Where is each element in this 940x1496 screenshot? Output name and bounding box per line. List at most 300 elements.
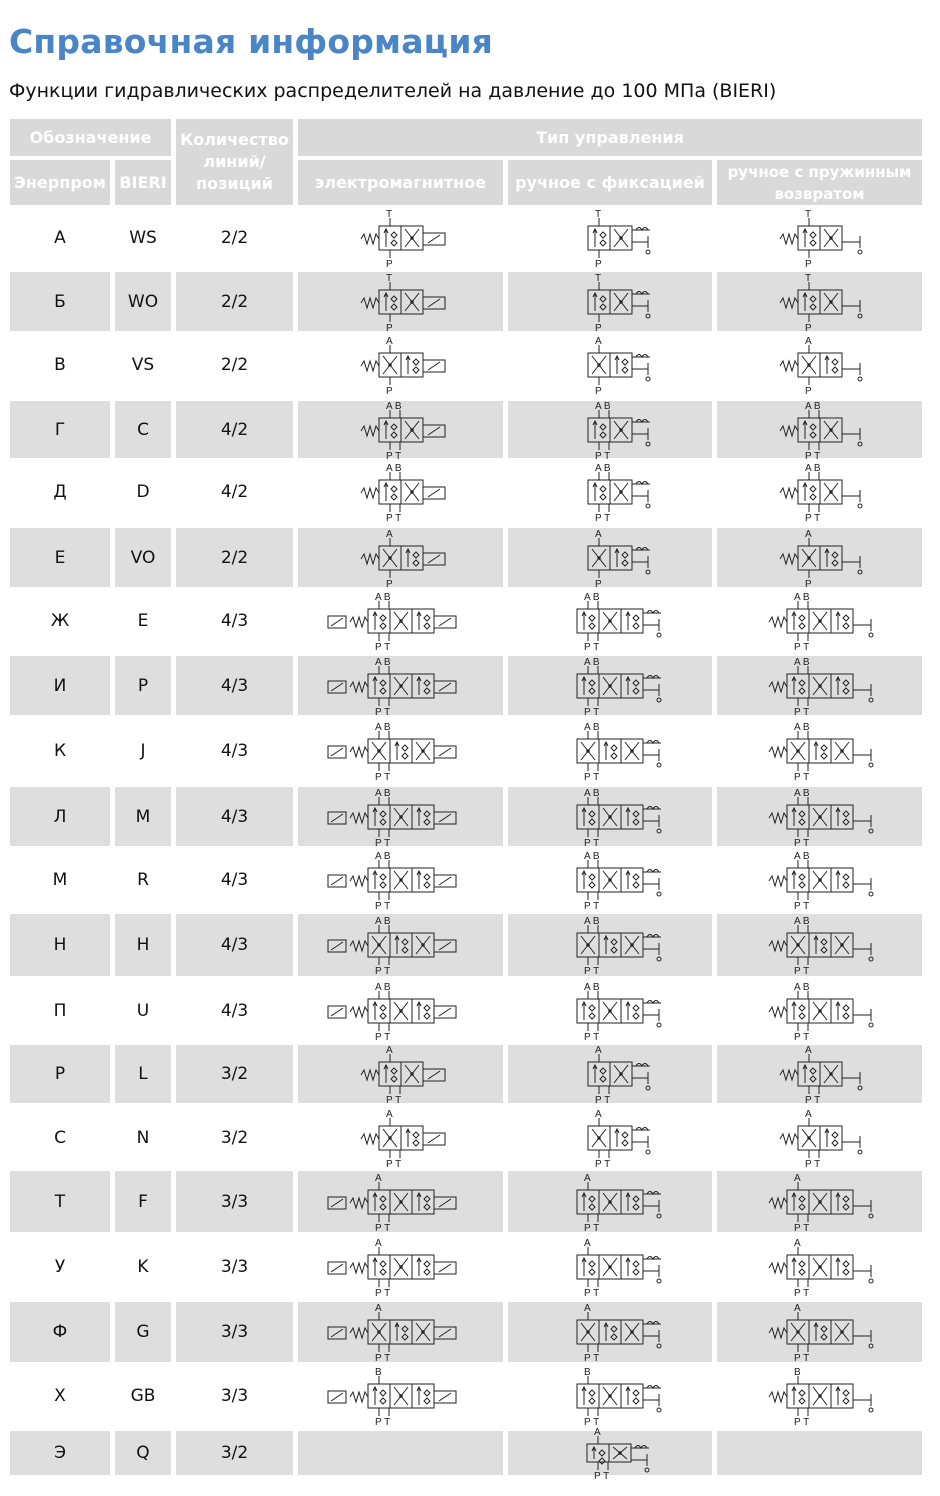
svg-text:P T: P T (804, 1095, 820, 1103)
svg-text:A B: A B (595, 463, 611, 474)
cell-symbol-em (298, 914, 503, 976)
table-row (10, 401, 922, 458)
cell-symbol-ms (717, 1171, 922, 1232)
cell-symbol-em (298, 591, 503, 651)
svg-text:A B: A B (584, 721, 600, 733)
valve-symbol-icon (745, 1367, 895, 1425)
valve-symbol-icon (535, 1424, 685, 1482)
cell-enerprom: П (53, 1001, 67, 1021)
valve-symbol-icon (535, 463, 685, 521)
svg-text:P T: P T (595, 450, 611, 459)
svg-text:T: T (804, 272, 811, 284)
svg-text:A B: A B (374, 592, 391, 603)
svg-text:P T: P T (584, 1353, 600, 1361)
cell-symbol-ms (717, 462, 922, 522)
cell-enerprom: Т (10, 1171, 110, 1232)
svg-text:P T: P T (793, 1353, 809, 1361)
cell-lp: 4/2 (176, 401, 293, 458)
valve-symbol-icon (535, 401, 685, 459)
table-row (10, 1109, 922, 1166)
table-row (10, 914, 922, 976)
svg-text:P T: P T (804, 1158, 820, 1167)
cell-symbol-md (508, 462, 712, 522)
valve-symbol-icon (326, 529, 476, 587)
svg-text:A: A (385, 336, 393, 347)
svg-text:A B: A B (374, 982, 391, 993)
cell-symbol-em (298, 1171, 503, 1232)
cell-symbol-ms (717, 335, 922, 395)
cell-symbol-ms (717, 528, 922, 587)
cell-bieri: E (137, 611, 149, 631)
svg-text:P T: P T (584, 837, 600, 846)
cell-symbol-ms (717, 720, 922, 781)
cell-enerprom: В (54, 355, 66, 375)
svg-text:A B: A B (374, 851, 391, 862)
cell-lp: 4/3 (220, 1001, 249, 1021)
svg-text:P: P (385, 578, 393, 587)
cell-symbol-ms (717, 1109, 922, 1166)
svg-text:P T: P T (374, 1288, 390, 1296)
svg-text:A B: A B (793, 656, 810, 668)
cell-lp: 4/2 (220, 482, 249, 502)
table-row (10, 850, 922, 910)
svg-text:P: P (385, 386, 393, 394)
svg-text:A B: A B (385, 400, 402, 412)
svg-text:P T: P T (793, 966, 809, 974)
svg-text:A: A (793, 1238, 801, 1249)
svg-text:P T: P T (374, 1417, 390, 1425)
cell-bieri: WO (115, 272, 171, 331)
header-control-type: Тип управления (298, 119, 922, 156)
cell-symbol-md (508, 656, 712, 715)
valve-symbol-icon (326, 1109, 476, 1167)
svg-text:P T: P T (595, 1158, 611, 1167)
svg-text:A: A (804, 1045, 812, 1056)
cell-symbol-md (508, 1109, 712, 1166)
svg-text:A: A (385, 1108, 393, 1120)
cell-symbol-md (508, 272, 712, 331)
svg-text:P T: P T (584, 642, 600, 650)
svg-text:P T: P T (385, 1158, 401, 1167)
valve-symbol-icon (745, 1238, 895, 1296)
header-bieri: BIERI (115, 160, 171, 205)
cell-symbol-em (298, 209, 503, 267)
svg-text:P T: P T (374, 837, 390, 846)
table-row (10, 1427, 922, 1482)
valve-symbol-icon (745, 1303, 895, 1361)
cell-symbol-ms (717, 981, 922, 1041)
cell-symbol-md (508, 850, 712, 910)
table-row (10, 1366, 922, 1426)
cell-symbol-ms (717, 914, 922, 976)
cell-symbol-ms (717, 787, 922, 846)
cell-symbol-md (508, 528, 712, 587)
cell-bieri: G (115, 1302, 171, 1362)
cell-enerprom: К (53, 740, 67, 761)
valve-symbol-icon (535, 1238, 685, 1296)
cell-symbol-em (298, 272, 503, 331)
cell-symbol-em (298, 981, 503, 1041)
cell-bieri: P (115, 656, 171, 715)
valve-symbol-icon (745, 851, 895, 909)
cell-lp: 4/3 (220, 740, 249, 761)
page-subtitle: Функции гидравлических распределителей на давление до 100 МПа (BIERI) (9, 80, 777, 102)
valve-symbol-icon (326, 592, 476, 650)
valve-symbol-icon (745, 273, 895, 331)
cell-bieri: H (115, 914, 171, 976)
svg-text:A B: A B (374, 656, 391, 668)
svg-text:T: T (595, 272, 602, 284)
svg-text:P T: P T (374, 966, 390, 974)
cell-symbol-md (508, 335, 712, 395)
svg-text:B: B (584, 1367, 591, 1378)
cell-lp: 3/2 (220, 1127, 249, 1148)
valve-symbol-icon (745, 529, 895, 587)
svg-text:P T: P T (595, 1095, 611, 1103)
svg-text:P: P (595, 259, 602, 267)
svg-text:A: A (804, 528, 812, 540)
cell-symbol-md (508, 209, 712, 267)
svg-text:P T: P T (374, 642, 390, 650)
cell-lp: 4/3 (176, 787, 293, 846)
svg-text:A B: A B (793, 916, 810, 927)
valve-symbol-icon (745, 592, 895, 650)
table-row (10, 1237, 922, 1297)
cell-symbol-ms (717, 1431, 922, 1475)
cell-symbol-ms (717, 1045, 922, 1103)
header-enerprom: Энерпром (10, 160, 110, 205)
cell-symbol-ms (717, 1237, 922, 1297)
svg-text:A: A (793, 1303, 801, 1314)
svg-text:P T: P T (374, 1353, 390, 1361)
table-row (10, 1045, 922, 1103)
valve-symbol-icon (326, 982, 476, 1040)
valve-symbol-icon (326, 401, 476, 459)
svg-text:P T: P T (594, 1471, 610, 1482)
cell-enerprom: Х (54, 1386, 66, 1406)
svg-text:P: P (804, 578, 812, 587)
svg-text:P T: P T (374, 1032, 390, 1040)
svg-text:P: P (804, 259, 812, 267)
cell-enerprom: Г (10, 401, 110, 458)
svg-text:P T: P T (374, 1222, 390, 1231)
valve-symbol-icon (535, 209, 685, 267)
valve-symbol-icon (745, 788, 895, 846)
cell-symbol-em (298, 335, 503, 395)
svg-text:T: T (595, 209, 602, 220)
cell-bieri: M (115, 787, 171, 846)
valve-symbol-icon (326, 657, 476, 715)
table-row (10, 591, 922, 651)
cell-symbol-em (298, 720, 503, 781)
cell-enerprom: И (10, 656, 110, 715)
valve-symbol-icon (326, 1367, 476, 1425)
cell-lp: 4/3 (176, 914, 293, 976)
cell-symbol-md (508, 401, 712, 458)
svg-text:A: A (385, 528, 393, 540)
valve-symbol-icon (326, 1173, 476, 1231)
cell-enerprom: Ф (10, 1302, 110, 1362)
cell-enerprom: М (52, 870, 68, 890)
svg-text:P T: P T (793, 642, 809, 650)
cell-lp: 4/3 (220, 611, 249, 631)
header-lines-positions: Количество линий/ позиций (176, 119, 293, 205)
svg-text:P T: P T (385, 1095, 401, 1103)
svg-text:P T: P T (374, 771, 390, 780)
svg-text:A B: A B (804, 463, 821, 474)
svg-text:P T: P T (374, 901, 390, 909)
valve-symbol-icon (326, 209, 476, 267)
cell-bieri: D (136, 482, 150, 502)
cell-symbol-em (298, 1366, 503, 1426)
cell-lp: 2/2 (220, 228, 249, 248)
valve-symbol-icon (535, 529, 685, 587)
table-row (10, 787, 922, 846)
cell-symbol-md (508, 1237, 712, 1297)
table-row (10, 272, 922, 331)
svg-text:A: A (595, 1108, 602, 1120)
cell-bieri: VS (131, 355, 155, 375)
svg-text:A B: A B (793, 851, 810, 862)
svg-text:A B: A B (584, 592, 600, 603)
svg-text:P T: P T (374, 706, 390, 715)
valve-symbol-icon (326, 722, 476, 780)
cell-symbol-em (298, 850, 503, 910)
svg-text:P T: P T (793, 837, 809, 846)
svg-text:P T: P T (584, 966, 600, 974)
cell-bieri: VO (115, 528, 171, 587)
svg-text:B: B (374, 1367, 382, 1378)
svg-text:A: A (584, 1172, 591, 1184)
cell-symbol-em (298, 1045, 503, 1103)
svg-text:T: T (385, 209, 392, 220)
svg-text:P: P (385, 322, 393, 331)
valve-symbol-icon (535, 982, 685, 1040)
svg-text:A B: A B (584, 656, 600, 668)
cell-enerprom: А (54, 228, 66, 248)
valve-symbol-icon (326, 1303, 476, 1361)
svg-text:P T: P T (584, 1417, 600, 1425)
table-row (10, 1302, 922, 1362)
valve-symbol-icon (535, 1173, 685, 1231)
svg-text:P T: P T (584, 901, 600, 909)
svg-text:A: A (793, 1172, 801, 1184)
svg-text:A: A (595, 1045, 602, 1056)
valve-symbol-icon (326, 851, 476, 909)
svg-text:P T: P T (793, 901, 809, 909)
valve-symbol-icon (326, 916, 476, 974)
cell-enerprom: С (54, 1127, 66, 1148)
table-row (10, 335, 922, 395)
valve-symbol-icon (535, 336, 685, 394)
valve-symbol-icon (745, 1109, 895, 1167)
cell-symbol-md (508, 914, 712, 976)
cell-symbol-ms (717, 1366, 922, 1426)
cell-symbol-ms (717, 401, 922, 458)
cell-lp: 2/2 (220, 355, 249, 375)
svg-text:A: A (374, 1238, 382, 1249)
svg-text:P T: P T (793, 1417, 809, 1425)
svg-text:P T: P T (595, 513, 611, 521)
cell-symbol-md (508, 1366, 712, 1426)
cell-lp: 3/3 (176, 1171, 293, 1232)
svg-text:A B: A B (374, 787, 391, 799)
svg-text:A: A (595, 528, 602, 540)
valve-symbol-icon (535, 851, 685, 909)
header-designation: Обозначение (10, 119, 171, 156)
svg-text:P T: P T (793, 1222, 809, 1231)
svg-text:P T: P T (584, 771, 600, 780)
valve-symbol-icon (535, 592, 685, 650)
svg-text:P T: P T (584, 706, 600, 715)
svg-text:P: P (595, 578, 602, 587)
valve-symbol-icon (745, 463, 895, 521)
cell-symbol-ms (717, 850, 922, 910)
cell-bieri: L (115, 1045, 171, 1103)
valve-symbol-icon (535, 1303, 685, 1361)
svg-text:A B: A B (793, 787, 810, 799)
svg-text:A B: A B (793, 982, 810, 993)
cell-symbol-ms (717, 656, 922, 715)
valve-symbol-icon (745, 657, 895, 715)
cell-bieri: GB (130, 1386, 156, 1406)
svg-text:P: P (804, 386, 812, 394)
cell-bieri: R (137, 870, 149, 890)
cell-symbol-ms (717, 591, 922, 651)
page-title: Справочная информация (9, 22, 494, 61)
valve-symbol-icon (535, 657, 685, 715)
valve-symbol-icon (745, 722, 895, 780)
svg-text:P: P (385, 259, 393, 267)
valve-symbol-icon (745, 336, 895, 394)
svg-text:P: P (804, 322, 812, 331)
header-manual-spring: ручное с пружинным возвратом (717, 160, 922, 205)
cell-symbol-em (298, 787, 503, 846)
cell-enerprom: Е (10, 528, 110, 587)
cell-symbol-md (508, 591, 712, 651)
cell-symbol-em (298, 401, 503, 458)
valve-symbol-icon (326, 788, 476, 846)
cell-symbol-em (298, 528, 503, 587)
table-row (10, 656, 922, 715)
svg-text:A: A (804, 336, 812, 347)
table-row (10, 209, 922, 267)
svg-text:A B: A B (385, 463, 402, 474)
svg-text:A B: A B (584, 787, 600, 799)
svg-text:A: A (385, 1045, 393, 1056)
cell-symbol-ms (717, 1302, 922, 1362)
valve-symbol-icon (535, 916, 685, 974)
valve-symbol-icon (745, 1173, 895, 1231)
valve-symbol-icon (326, 336, 476, 394)
svg-text:P: P (595, 322, 602, 331)
cell-enerprom: Ж (50, 611, 70, 631)
cell-enerprom: Б (10, 272, 110, 331)
valve-symbol-icon (745, 916, 895, 974)
cell-symbol-em (298, 1302, 503, 1362)
svg-text:T: T (804, 209, 811, 220)
svg-text:A B: A B (595, 400, 611, 412)
cell-symbol-em (298, 1431, 503, 1475)
cell-lp: 3/3 (176, 1302, 293, 1362)
svg-text:P T: P T (804, 513, 820, 521)
table-row (10, 981, 922, 1041)
cell-lp: 3/3 (220, 1257, 249, 1277)
table-row (10, 462, 922, 522)
cell-symbol-em (298, 462, 503, 522)
svg-text:A: A (594, 1427, 601, 1438)
svg-text:A: A (595, 336, 602, 347)
cell-symbol-em (298, 1109, 503, 1166)
svg-text:P T: P T (385, 513, 401, 521)
cell-lp: 3/2 (176, 1045, 293, 1103)
svg-text:A: A (584, 1238, 591, 1249)
valve-symbol-icon (535, 273, 685, 331)
cell-symbol-md (508, 1045, 712, 1103)
svg-text:A B: A B (584, 851, 600, 862)
svg-text:A B: A B (804, 400, 821, 412)
svg-text:P T: P T (584, 1222, 600, 1231)
valve-symbol-icon (745, 1045, 895, 1103)
cell-lp: 3/3 (220, 1386, 249, 1406)
svg-text:P T: P T (385, 450, 401, 459)
svg-text:A B: A B (793, 592, 810, 603)
cell-symbol-md (508, 981, 712, 1041)
cell-enerprom: Д (53, 482, 67, 502)
svg-text:P T: P T (793, 1032, 809, 1040)
svg-text:P T: P T (793, 771, 809, 780)
cell-bieri: K (137, 1257, 149, 1277)
valve-symbol-icon (535, 1045, 685, 1103)
cell-symbol-md (508, 1171, 712, 1232)
svg-text:B: B (793, 1367, 801, 1378)
svg-text:A B: A B (374, 916, 391, 927)
cell-enerprom: Р (10, 1045, 110, 1103)
cell-lp: 2/2 (176, 528, 293, 587)
valve-symbol-icon (326, 273, 476, 331)
cell-symbol-ms (717, 209, 922, 267)
valve-symbol-icon (326, 463, 476, 521)
cell-bieri: Q (115, 1431, 171, 1475)
cell-symbol-ms (717, 272, 922, 331)
svg-text:A: A (374, 1303, 382, 1314)
svg-text:A: A (584, 1303, 591, 1314)
cell-enerprom: Э (10, 1431, 110, 1475)
cell-symbol-em (298, 656, 503, 715)
valve-symbol-icon (745, 982, 895, 1040)
svg-text:A B: A B (584, 982, 600, 993)
valve-symbol-icon (535, 1109, 685, 1167)
cell-lp: 4/3 (176, 656, 293, 715)
svg-text:A: A (804, 1108, 812, 1120)
header-manual-detent: ручное с фиксацией (508, 160, 712, 205)
svg-text:P: P (595, 386, 602, 394)
cell-symbol-md (508, 1427, 712, 1482)
cell-enerprom: Л (10, 787, 110, 846)
cell-symbol-md (508, 1302, 712, 1362)
svg-text:A B: A B (793, 721, 810, 733)
cell-symbol-em (298, 1237, 503, 1297)
cell-bieri: F (115, 1171, 171, 1232)
cell-lp: 4/3 (220, 870, 249, 890)
svg-text:A B: A B (374, 721, 391, 733)
svg-text:P T: P T (584, 1288, 600, 1296)
cell-lp: 2/2 (176, 272, 293, 331)
cell-bieri: U (136, 1001, 150, 1021)
cell-bieri: N (136, 1127, 150, 1148)
svg-text:A B: A B (584, 916, 600, 927)
svg-text:P T: P T (584, 1032, 600, 1040)
